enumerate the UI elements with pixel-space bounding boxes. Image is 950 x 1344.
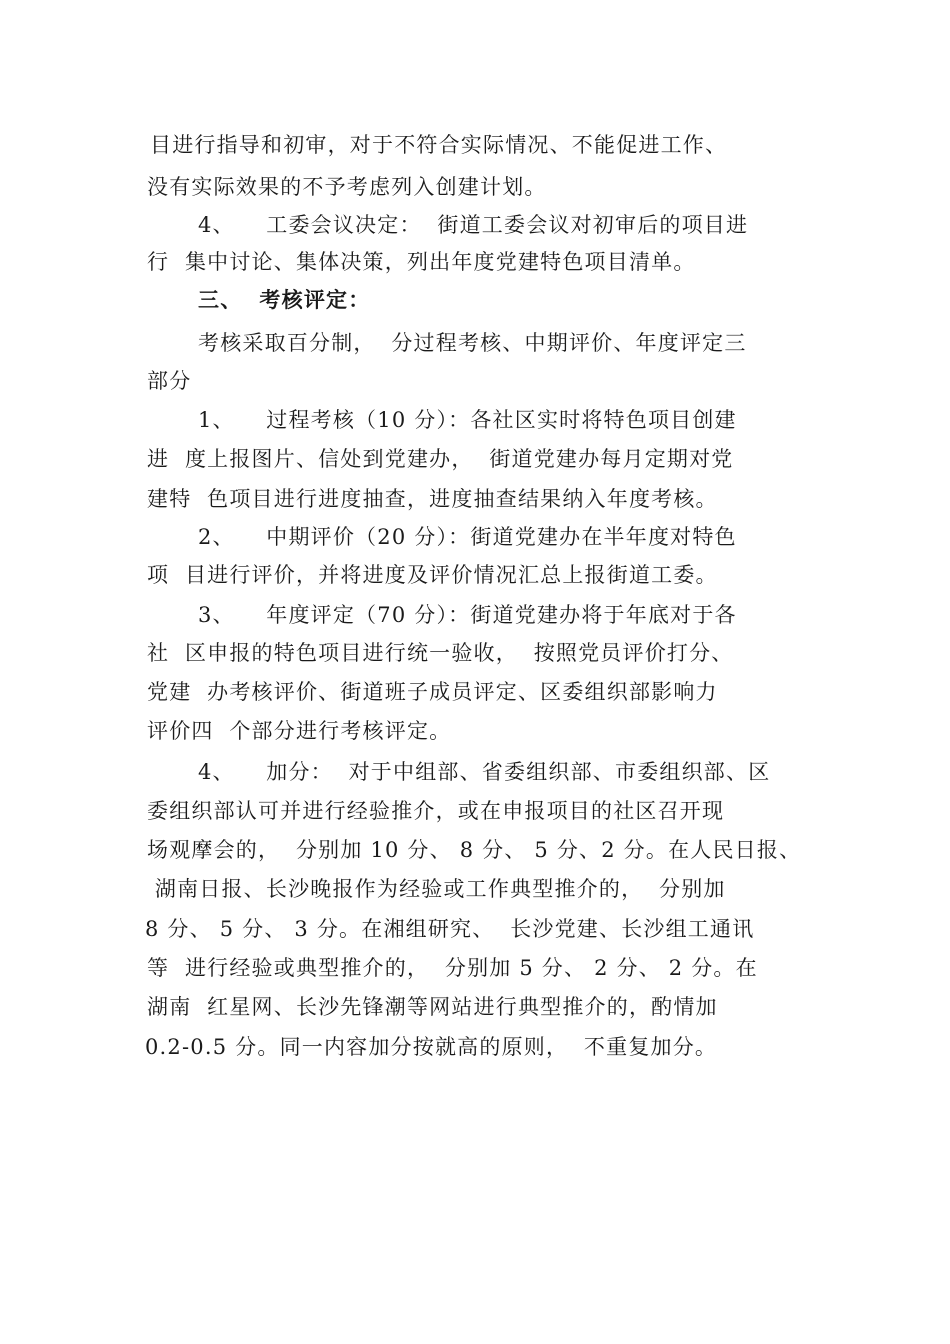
paragraph-line: 4、 工委会议决定： 街道工委会议对初审后的项目进 bbox=[198, 213, 749, 237]
paragraph-line: 8 分、 5 分、 3 分。在湘组研究、 长沙党建、长沙组工通讯 bbox=[145, 917, 755, 941]
paragraph-line: 委组织部认可并进行经验推介，或在申报项目的社区召开现 bbox=[147, 799, 725, 823]
paragraph-line: 湖南 红星网、长沙先锋潮等网站进行典型推介的，酌情加 bbox=[147, 995, 718, 1019]
paragraph-line: 评价四 个部分进行考核评定。 bbox=[147, 719, 452, 743]
paragraph-line: 目进行指导和初审，对于不符合实际情况、不能促进工作、 bbox=[150, 133, 728, 157]
paragraph-line: 1、 过程考核（10 分）：各社区实时将特色项目创建 bbox=[198, 408, 737, 432]
paragraph-line: 0.2-0.5 分。同一内容加分按就高的原则， 不重复加分。 bbox=[145, 1035, 718, 1059]
paragraph-line: 项 目进行评价，并将进度及评价情况汇总上报街道工委。 bbox=[147, 563, 718, 587]
paragraph-line: 党建 办考核评价、街道班子成员评定、区委组织部影响力 bbox=[147, 680, 718, 704]
paragraph-line: 进 度上报图片、信处到党建办， 街道党建办每月定期对党 bbox=[147, 447, 734, 471]
paragraph-line: 3、 年度评定（70 分）：街道党建办将于年底对于各 bbox=[198, 603, 737, 627]
paragraph-line: 没有实际效果的不予考虑列入创建计划。 bbox=[147, 175, 547, 199]
paragraph-line: 湖南日报、长沙晚报作为经验或工作典型推介的， 分别加 bbox=[147, 877, 726, 901]
paragraph-line: 2、 中期评价（20 分）：街道党建办在半年度对特色 bbox=[198, 525, 737, 549]
paragraph-line: 建特 色项目进行进度抽查，进度抽查结果纳入年度考核。 bbox=[147, 487, 718, 511]
section-heading: 三、 考核评定： bbox=[198, 287, 371, 312]
paragraph-line: 社 区申报的特色项目进行统一验收， 按照党员评价打分、 bbox=[147, 641, 734, 665]
paragraph-line: 4、 加分： 对于中组部、省委组织部、市委组织部、区 bbox=[198, 760, 771, 784]
paragraph-line: 部分 bbox=[147, 369, 192, 393]
paragraph-line: 行 集中讨论、集体决策，列出年度党建特色项目清单。 bbox=[147, 250, 696, 274]
paragraph-line: 等 进行经验或典型推介的， 分别加 5 分、 2 分、 2 分。在 bbox=[147, 956, 758, 980]
paragraph-line: 考核采取百分制， 分过程考核、中期评价、年度评定三 bbox=[198, 331, 747, 355]
paragraph-line: 场观摩会的， 分别加 10 分、 8 分、 5 分、2 分。在人民日报、 bbox=[147, 838, 802, 862]
